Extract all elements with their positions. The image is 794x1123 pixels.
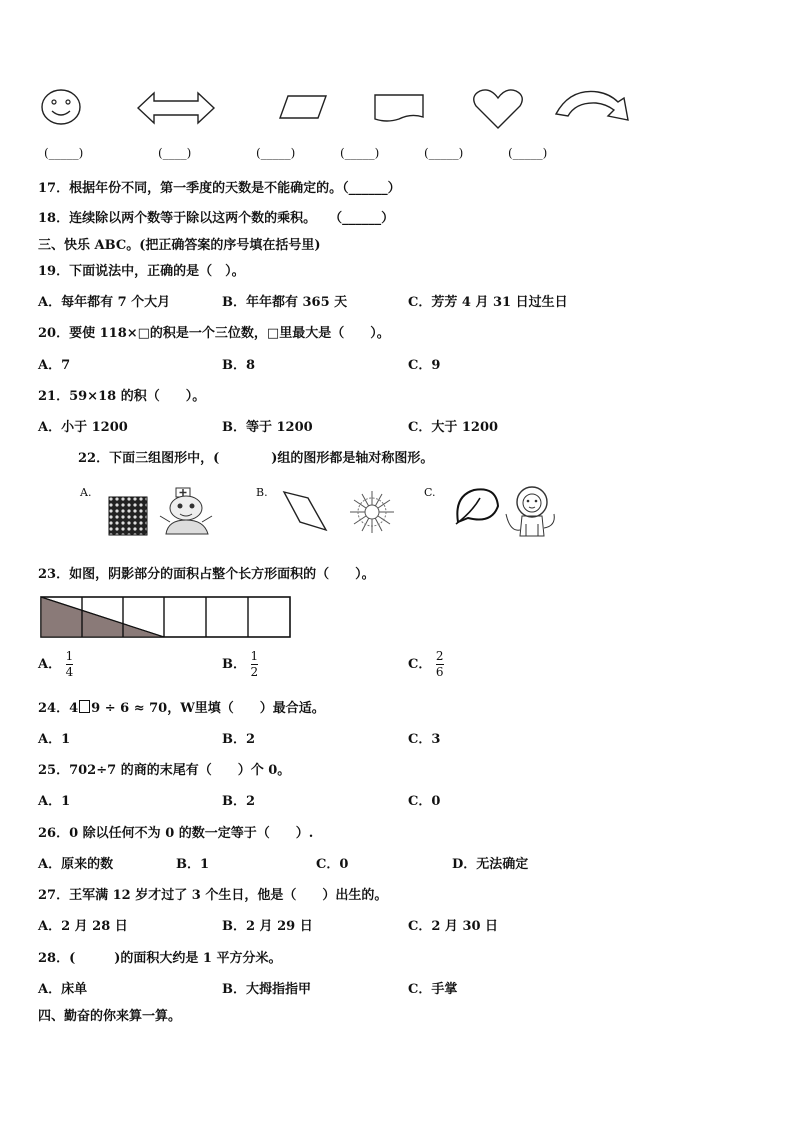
nurse-character-image bbox=[156, 486, 218, 536]
blank-1[interactable]: (_____) bbox=[44, 146, 84, 160]
q26-option-a[interactable]: A．原来的数 bbox=[38, 857, 114, 872]
smiley-face-icon bbox=[40, 88, 82, 126]
question-23: 23．如图，阴影部分的面积占整个长方形面积的（ ）。 bbox=[38, 567, 375, 582]
q27-option-c[interactable]: C．2 月 30 日 bbox=[408, 919, 499, 934]
blank-2[interactable]: (____) bbox=[158, 146, 192, 160]
double-arrow-icon bbox=[136, 90, 216, 126]
q24-option-c[interactable]: C．3 bbox=[408, 732, 441, 747]
blank-5[interactable]: (_____) bbox=[424, 146, 464, 160]
q21-option-a[interactable]: A．小于 1200 bbox=[38, 420, 128, 435]
question-24: 24．4 9 ÷ 6 ≈ 70，W里填（ ）最合适。 bbox=[38, 701, 325, 716]
q20-option-a[interactable]: A．7 bbox=[38, 358, 71, 373]
question-25: 25．702÷7 的商的末尾有（ ）个 0。 bbox=[38, 763, 291, 778]
leaf-image bbox=[452, 486, 500, 526]
section-3-title: 三、快乐 ABC。(把正确答案的序号填在括号里) bbox=[38, 238, 321, 253]
q28-option-c[interactable]: C．手掌 bbox=[408, 982, 458, 997]
lion-image bbox=[502, 484, 564, 538]
q24-option-a[interactable]: A．1 bbox=[38, 732, 71, 747]
section-4-title: 四、勤奋的你来算一算。 bbox=[38, 1009, 182, 1024]
heart-icon bbox=[472, 88, 524, 130]
question-27: 27．王军满 12 岁才过了 3 个生日，他是（ ）出生的。 bbox=[38, 888, 388, 903]
rhombus-image bbox=[280, 490, 328, 532]
question-21: 21．59×18 的积（ ）。 bbox=[38, 389, 206, 404]
q26-option-d[interactable]: D．无法确定 bbox=[452, 857, 529, 872]
question-17: 17．根据年份不同，第一季度的天数是不能确定的。（______） bbox=[38, 181, 401, 196]
question-26: 26．0 除以任何不为 0 的数一定等于（ ）. bbox=[38, 826, 314, 841]
blank-3[interactable]: (_____) bbox=[256, 146, 296, 160]
q23-option-b[interactable]: B． $\frac{1}{2}$ bbox=[222, 649, 259, 679]
blank-4[interactable]: (_____) bbox=[340, 146, 380, 160]
q22-label-b: B. bbox=[256, 486, 268, 499]
question-20: 20．要使 118×□的积是一个三位数，□里最大是（ ）。 bbox=[38, 326, 390, 341]
question-18: 18．连续除以两个数等于除以这两个数的乘积。 （______） bbox=[38, 211, 395, 226]
q19-option-a[interactable]: A．每年都有 7 个大月 bbox=[38, 295, 171, 310]
q26-option-c[interactable]: C．0 bbox=[316, 857, 349, 872]
sunburst-image bbox=[348, 490, 396, 534]
blank-square-icon bbox=[79, 700, 90, 713]
q27-option-a[interactable]: A．2 月 28 日 bbox=[38, 919, 128, 934]
q21-option-c[interactable]: C．大于 1200 bbox=[408, 420, 499, 435]
question-19: 19．下面说法中，正确的是（ ）。 bbox=[38, 264, 245, 279]
blank-6[interactable]: (_____) bbox=[508, 146, 548, 160]
q26-option-b[interactable]: B．1 bbox=[176, 857, 210, 872]
q22-label-a: A. bbox=[80, 486, 92, 499]
q25-option-a[interactable]: A．1 bbox=[38, 794, 71, 809]
question-28: 28．( )的面积大约是 1 平方分米。 bbox=[38, 951, 282, 966]
q20-option-c[interactable]: C．9 bbox=[408, 358, 441, 373]
question-22: 22．下面三组图形中，( )组的图形都是轴对称图形。 bbox=[78, 451, 434, 466]
q28-option-b[interactable]: B．大拇指指甲 bbox=[222, 982, 311, 997]
curved-arrow-icon bbox=[552, 86, 632, 124]
q19-option-b[interactable]: B．年年都有 365 天 bbox=[222, 295, 348, 310]
q25-option-c[interactable]: C．0 bbox=[408, 794, 441, 809]
q24-option-b[interactable]: B．2 bbox=[222, 732, 256, 747]
parallelogram-icon bbox=[278, 94, 328, 120]
q27-option-b[interactable]: B．2 月 29 日 bbox=[222, 919, 313, 934]
q23-option-a[interactable]: A． $\frac{1}{4}$ bbox=[38, 649, 74, 679]
flag-shape-icon bbox=[373, 93, 425, 123]
shaded-rectangle-figure bbox=[40, 596, 292, 638]
q28-option-a[interactable]: A．床单 bbox=[38, 982, 88, 997]
q20-option-b[interactable]: B．8 bbox=[222, 358, 256, 373]
q21-option-b[interactable]: B．等于 1200 bbox=[222, 420, 313, 435]
q19-option-c[interactable]: C．芳芳 4 月 31 日过生日 bbox=[408, 295, 568, 310]
q23-option-c[interactable]: C． $\frac{2}{6}$ bbox=[408, 649, 444, 679]
patterned-square-image bbox=[108, 496, 148, 536]
q25-option-b[interactable]: B．2 bbox=[222, 794, 256, 809]
q22-label-c: C. bbox=[424, 486, 436, 499]
